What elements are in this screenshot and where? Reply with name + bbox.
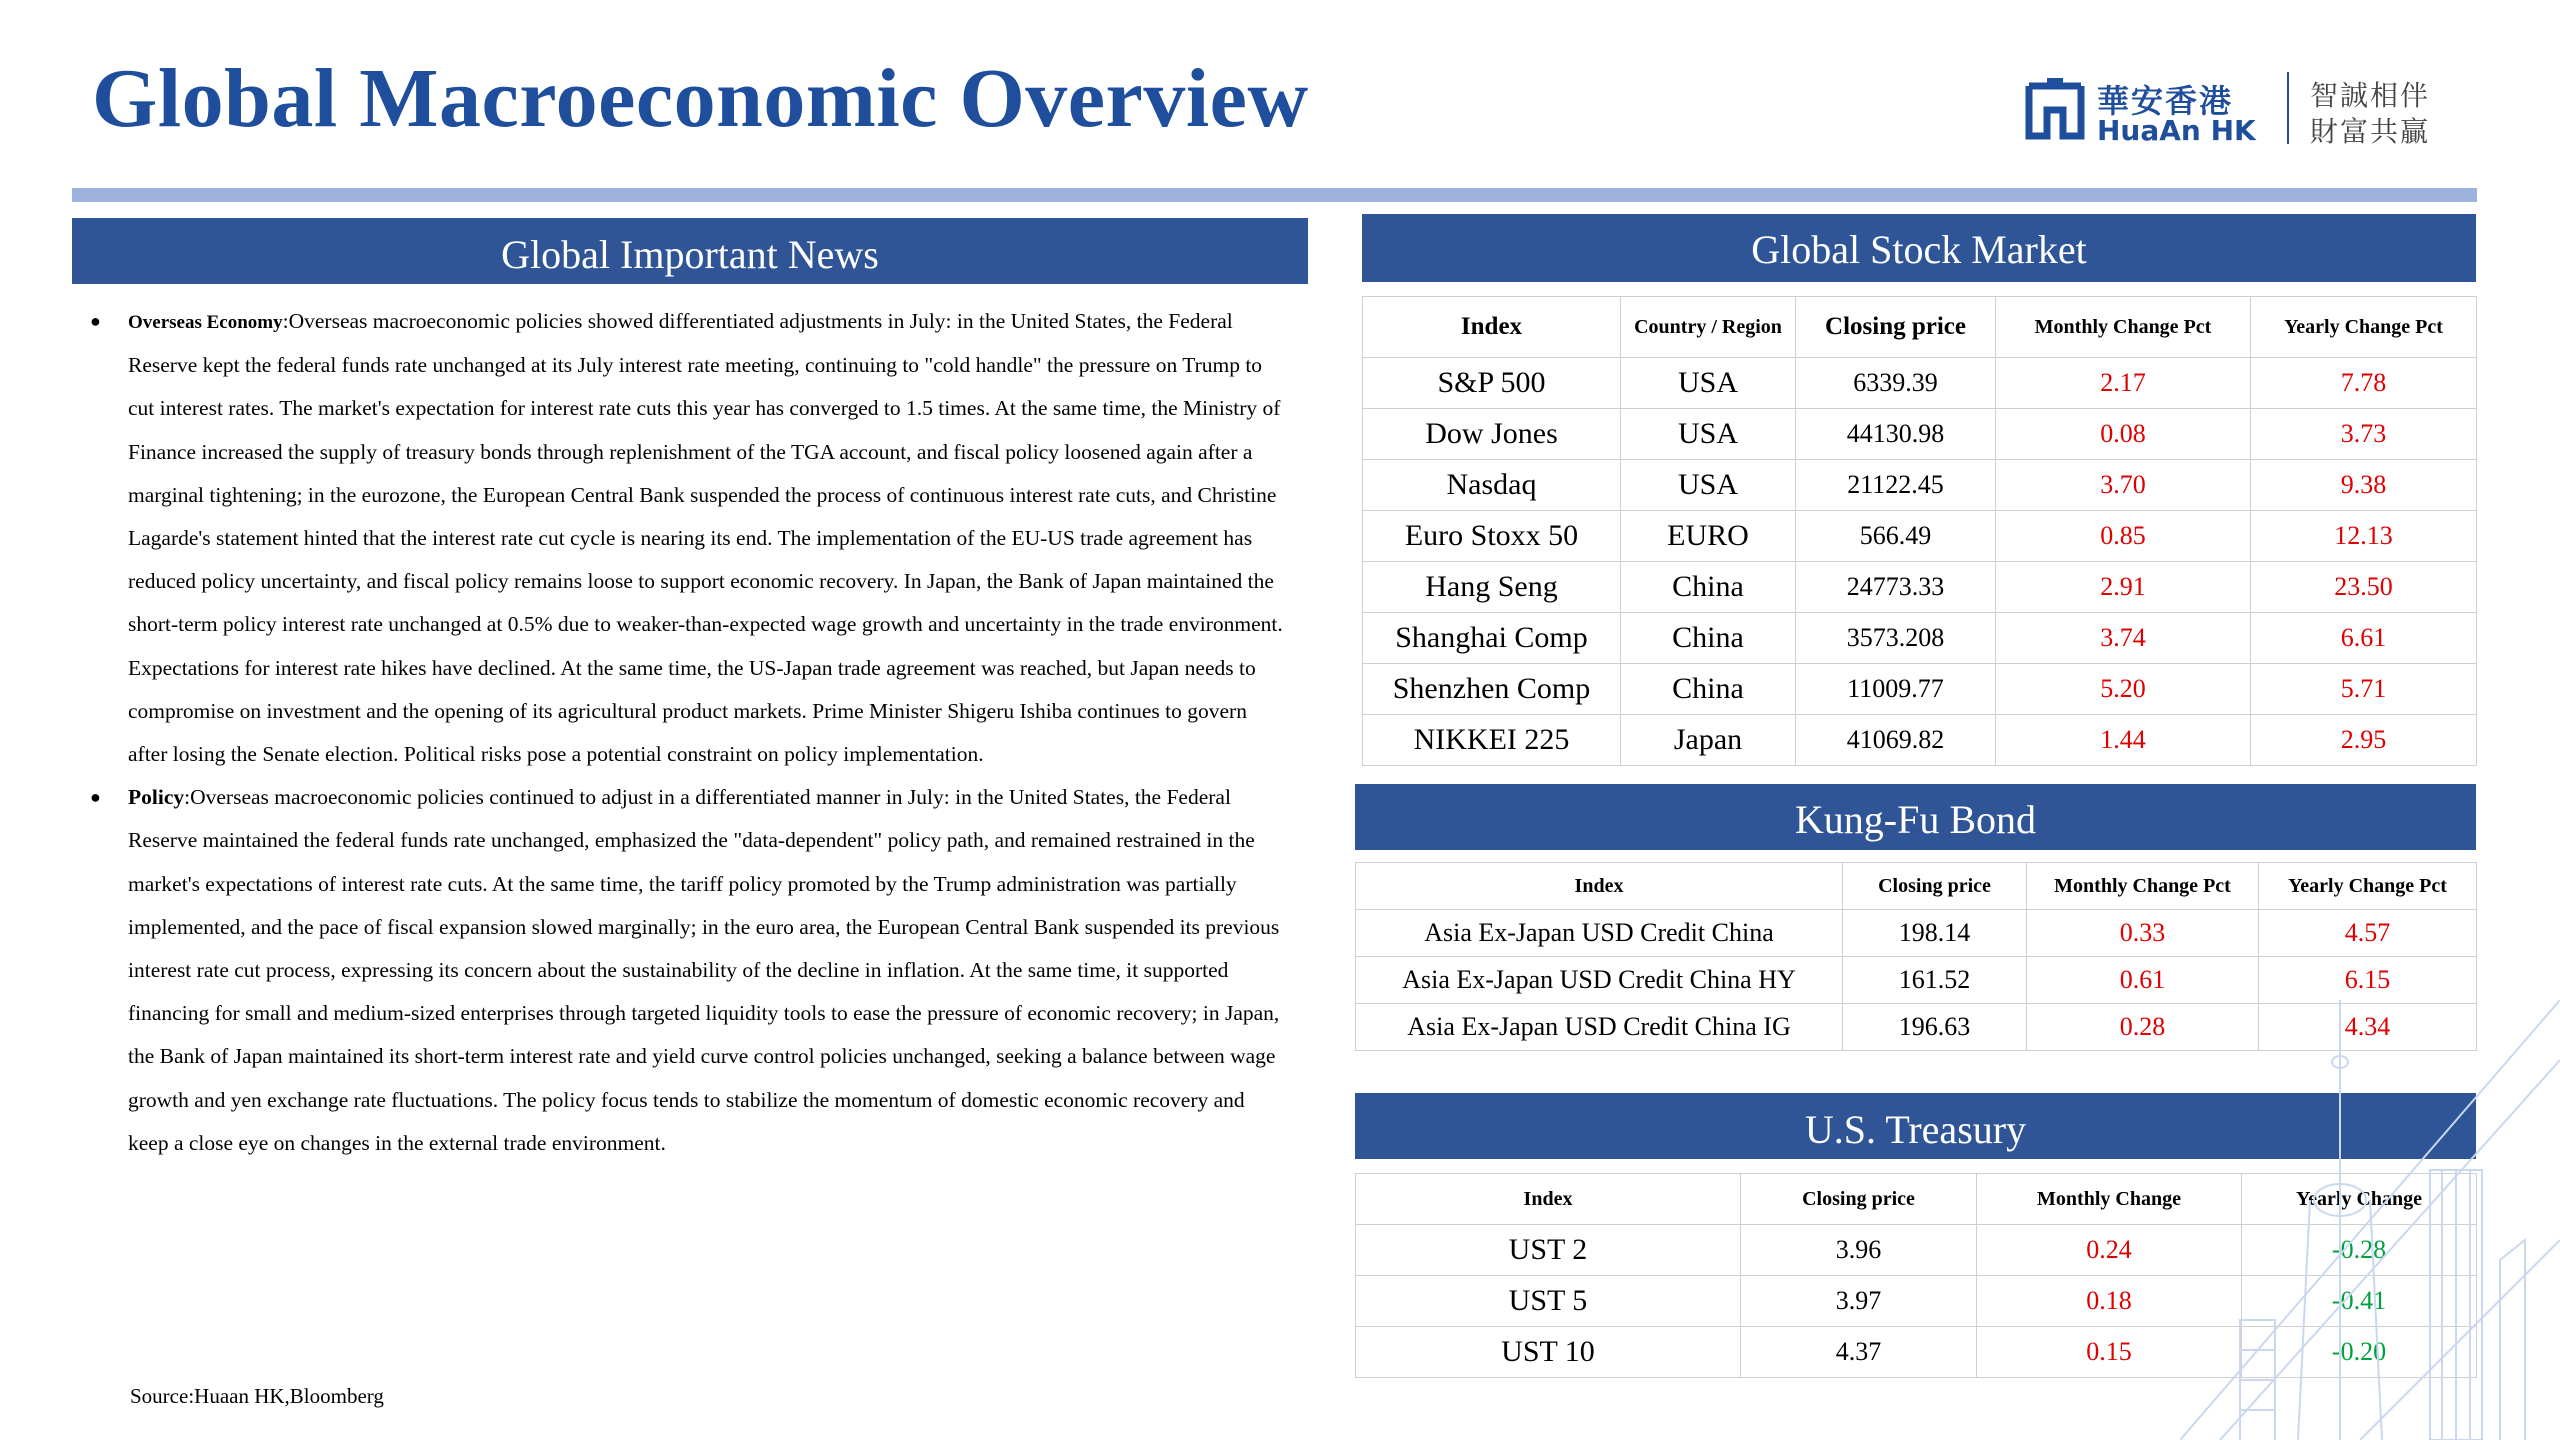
table-cell: 3.96 [1741,1225,1977,1276]
title-rule [72,188,2477,202]
table-cell: 4.57 [2259,910,2477,957]
table-row [1363,562,2477,613]
table-cell: 0.24 [1977,1225,2242,1276]
bullet-icon: ● [90,787,101,808]
table-cell: S&P 500 [1363,358,1621,409]
table-cell: 12.13 [2251,511,2477,562]
table-cell: 5.20 [1996,664,2251,715]
table-cell: NIKKEI 225 [1363,715,1621,766]
table-cell: 6.15 [2259,957,2477,1004]
table-cell: USA [1621,460,1796,511]
bullet-icon: ● [90,311,101,331]
news-list [88,300,1288,1165]
huaan-logo-icon [2025,76,2085,140]
table-row [1363,460,2477,511]
table-cell: -0.20 [2242,1327,2477,1378]
logo-english-name: HuaAn HK [2097,114,2256,147]
table-cell: China [1621,562,1796,613]
table-cell: 2.91 [1996,562,2251,613]
table-cell: -0.41 [2242,1276,2477,1327]
table-cell: 9.38 [2251,460,2477,511]
table-cell: 4.34 [2259,1004,2477,1051]
table-cell: Dow Jones [1363,409,1621,460]
column-header: Yearly Change Pct [2259,863,2477,910]
table-cell: 196.63 [1843,1004,2027,1051]
column-header: Closing price [1843,863,2027,910]
table-cell: Shenzhen Comp [1363,664,1621,715]
table-cell: China [1621,664,1796,715]
column-header: Index [1363,297,1621,358]
table-cell: Asia Ex-Japan USD Credit China [1356,910,1843,957]
news-item-label: Overseas Economy [128,312,283,333]
table-row [1363,358,2477,409]
table-cell: 44130.98 [1796,409,1996,460]
page-title: Global Macroeconomic Overview [92,52,1309,145]
table-cell: 3.97 [1741,1276,1977,1327]
table-cell: Nasdaq [1363,460,1621,511]
table-cell: 1.44 [1996,715,2251,766]
column-header: Monthly Change [1977,1174,2242,1225]
column-header: Yearly Change [2242,1174,2477,1225]
table-cell: Asia Ex-Japan USD Credit China IG [1356,1004,1843,1051]
table-cell: 24773.33 [1796,562,1996,613]
news-item [88,776,1288,1165]
table-row [1363,613,2477,664]
huaan-logo [2025,72,2445,152]
table-cell: 161.52 [1843,957,2027,1004]
column-header: Monthly Change Pct [1996,297,2251,358]
table-cell: 11009.77 [1796,664,1996,715]
table-cell: Hang Seng [1363,562,1621,613]
column-header: Monthly Change Pct [2027,863,2259,910]
table-cell: USA [1621,409,1796,460]
source-note: Source:Huaan HK,Bloomberg [130,1384,384,1408]
treasury-panel-header: U.S. Treasury [1355,1093,2476,1159]
table-cell: 0.33 [2027,910,2259,957]
news-item [88,300,1288,776]
news-panel-header: Global Important News [72,218,1308,284]
table-cell: 0.28 [2027,1004,2259,1051]
table-cell: 21122.45 [1796,460,1996,511]
table-cell: 2.95 [2251,715,2477,766]
table-row [1363,715,2477,766]
table-cell: 0.85 [1996,511,2251,562]
news-item-text: :Overseas macroeconomic policies showed differentiated adjustments in July: in the United States, the Federal Reserve kept the federal funds rate unchanged at its July interest rate meeting, continuing to "cold handle" the pressure on Trump to cut interest rates. The market's expectation for interest rate cuts this year has converged to 1.5 times. At the same time, the Ministry of Finance increased the supply of treasury bonds through replenishment of the TGA account, and fiscal policy loosened again after a marginal tightening; in the eurozone, the European Central Bank suspended the process of continuous interest rate cuts, and Christine Lagarde's statement hinted that the interest rate cut cycle is nearing its end. The implementation of the EU-US trade agreement has reduced policy uncertainty, and fiscal policy remains loose to support economic recovery. In Japan, the Bank of Japan maintained the short-term policy interest rate unchanged at 0.5% due to weaker-than-expected wage growth and uncertainty in the trade environment. Expectations for interest rate hikes have declined. At the same time, the US-Japan trade agreement was reached, but Japan needs to compromise on investment and the opening of its agricultural product markets. Prime Minister Shigeru Ishiba continues to govern after losing the Senate election. Political risks pose a potential constraint on policy implementation. [128,309,1283,767]
table-cell: 4.37 [1741,1327,1977,1378]
table-cell: 41069.82 [1796,715,1996,766]
table-cell: 0.08 [1996,409,2251,460]
news-item-text: :Overseas macroeconomic policies continued to adjust in a differentiated manner in July: in the United States, the Federal Reserve maintained the federal funds rate unchanged, emphasized the "data-dependent" policy path, and remained restrained in the market's expectations of interest rate cuts. At the same time, the tariff policy promoted by the Trump administration was partially implemented, and the pace of fiscal expansion slowed marginally; in the euro area, the European Central Bank suspended its previous interest rate cut process, expressing its concern about the sustainability of the decline in inflation. At the same time, it supported financing for small and medium-sized enterprises through targeted liquidity tools to ease the pressure of economic recovery; in Japan, the Bank of Japan maintained its short-term interest rate and yield curve control policies unchanged, seeking a balance between wage growth and yen exchange rate fluctuations. The policy focus tends to stabilize the momentum of domestic economic recovery and keep a close eye on changes in the external trade environment. [128,785,1280,1155]
table-cell: 7.78 [2251,358,2477,409]
table-row [1363,511,2477,562]
table-row [1363,664,2477,715]
logo-chinese-name: 華安香港 [2097,82,2234,120]
logo-slogan-line2: 財富共贏 [2310,115,2431,148]
table-header-row [1363,297,2477,358]
table-cell: 3.70 [1996,460,2251,511]
stock-panel-header: Global Stock Market [1362,214,2476,282]
table-cell: 0.61 [2027,957,2259,1004]
column-header: Closing price [1796,297,1996,358]
table-cell: 5.71 [2251,664,2477,715]
table-cell: 23.50 [2251,562,2477,613]
table-cell: 2.17 [1996,358,2251,409]
table-cell: Japan [1621,715,1796,766]
table-cell: UST 2 [1356,1225,1741,1276]
table-row [1356,957,2477,1004]
table-cell: 198.14 [1843,910,2027,957]
table-cell: UST 10 [1356,1327,1741,1378]
column-header: Index [1356,1174,1741,1225]
table-cell: 0.18 [1977,1276,2242,1327]
table-cell: 3.74 [1996,613,2251,664]
table-cell: UST 5 [1356,1276,1741,1327]
table-cell: 0.15 [1977,1327,2242,1378]
logo-slogan-line1: 智誠相伴 [2310,79,2431,112]
table-row [1356,910,2477,957]
table-cell: Shanghai Comp [1363,613,1621,664]
table-cell: China [1621,613,1796,664]
table-cell: 3.73 [2251,409,2477,460]
table-header-row [1356,863,2477,910]
stock-table [1362,296,2477,766]
table-cell: 3573.208 [1796,613,1996,664]
column-header: Country / Region [1621,297,1796,358]
table-cell: EURO [1621,511,1796,562]
bond-panel-header: Kung-Fu Bond [1355,784,2476,850]
column-header: Yearly Change Pct [2251,297,2477,358]
table-cell: Asia Ex-Japan USD Credit China HY [1356,957,1843,1004]
news-item-label: Policy [128,785,185,810]
column-header: Index [1356,863,1843,910]
logo-divider [2287,72,2289,144]
table-cell: 6.61 [2251,613,2477,664]
table-row [1363,409,2477,460]
table-cell: USA [1621,358,1796,409]
table-cell: Euro Stoxx 50 [1363,511,1621,562]
skyline-decoration [2180,1000,2560,1440]
table-cell: 566.49 [1796,511,1996,562]
column-header: Closing price [1741,1174,1977,1225]
table-cell: 6339.39 [1796,358,1996,409]
table-cell: -0.28 [2242,1225,2477,1276]
